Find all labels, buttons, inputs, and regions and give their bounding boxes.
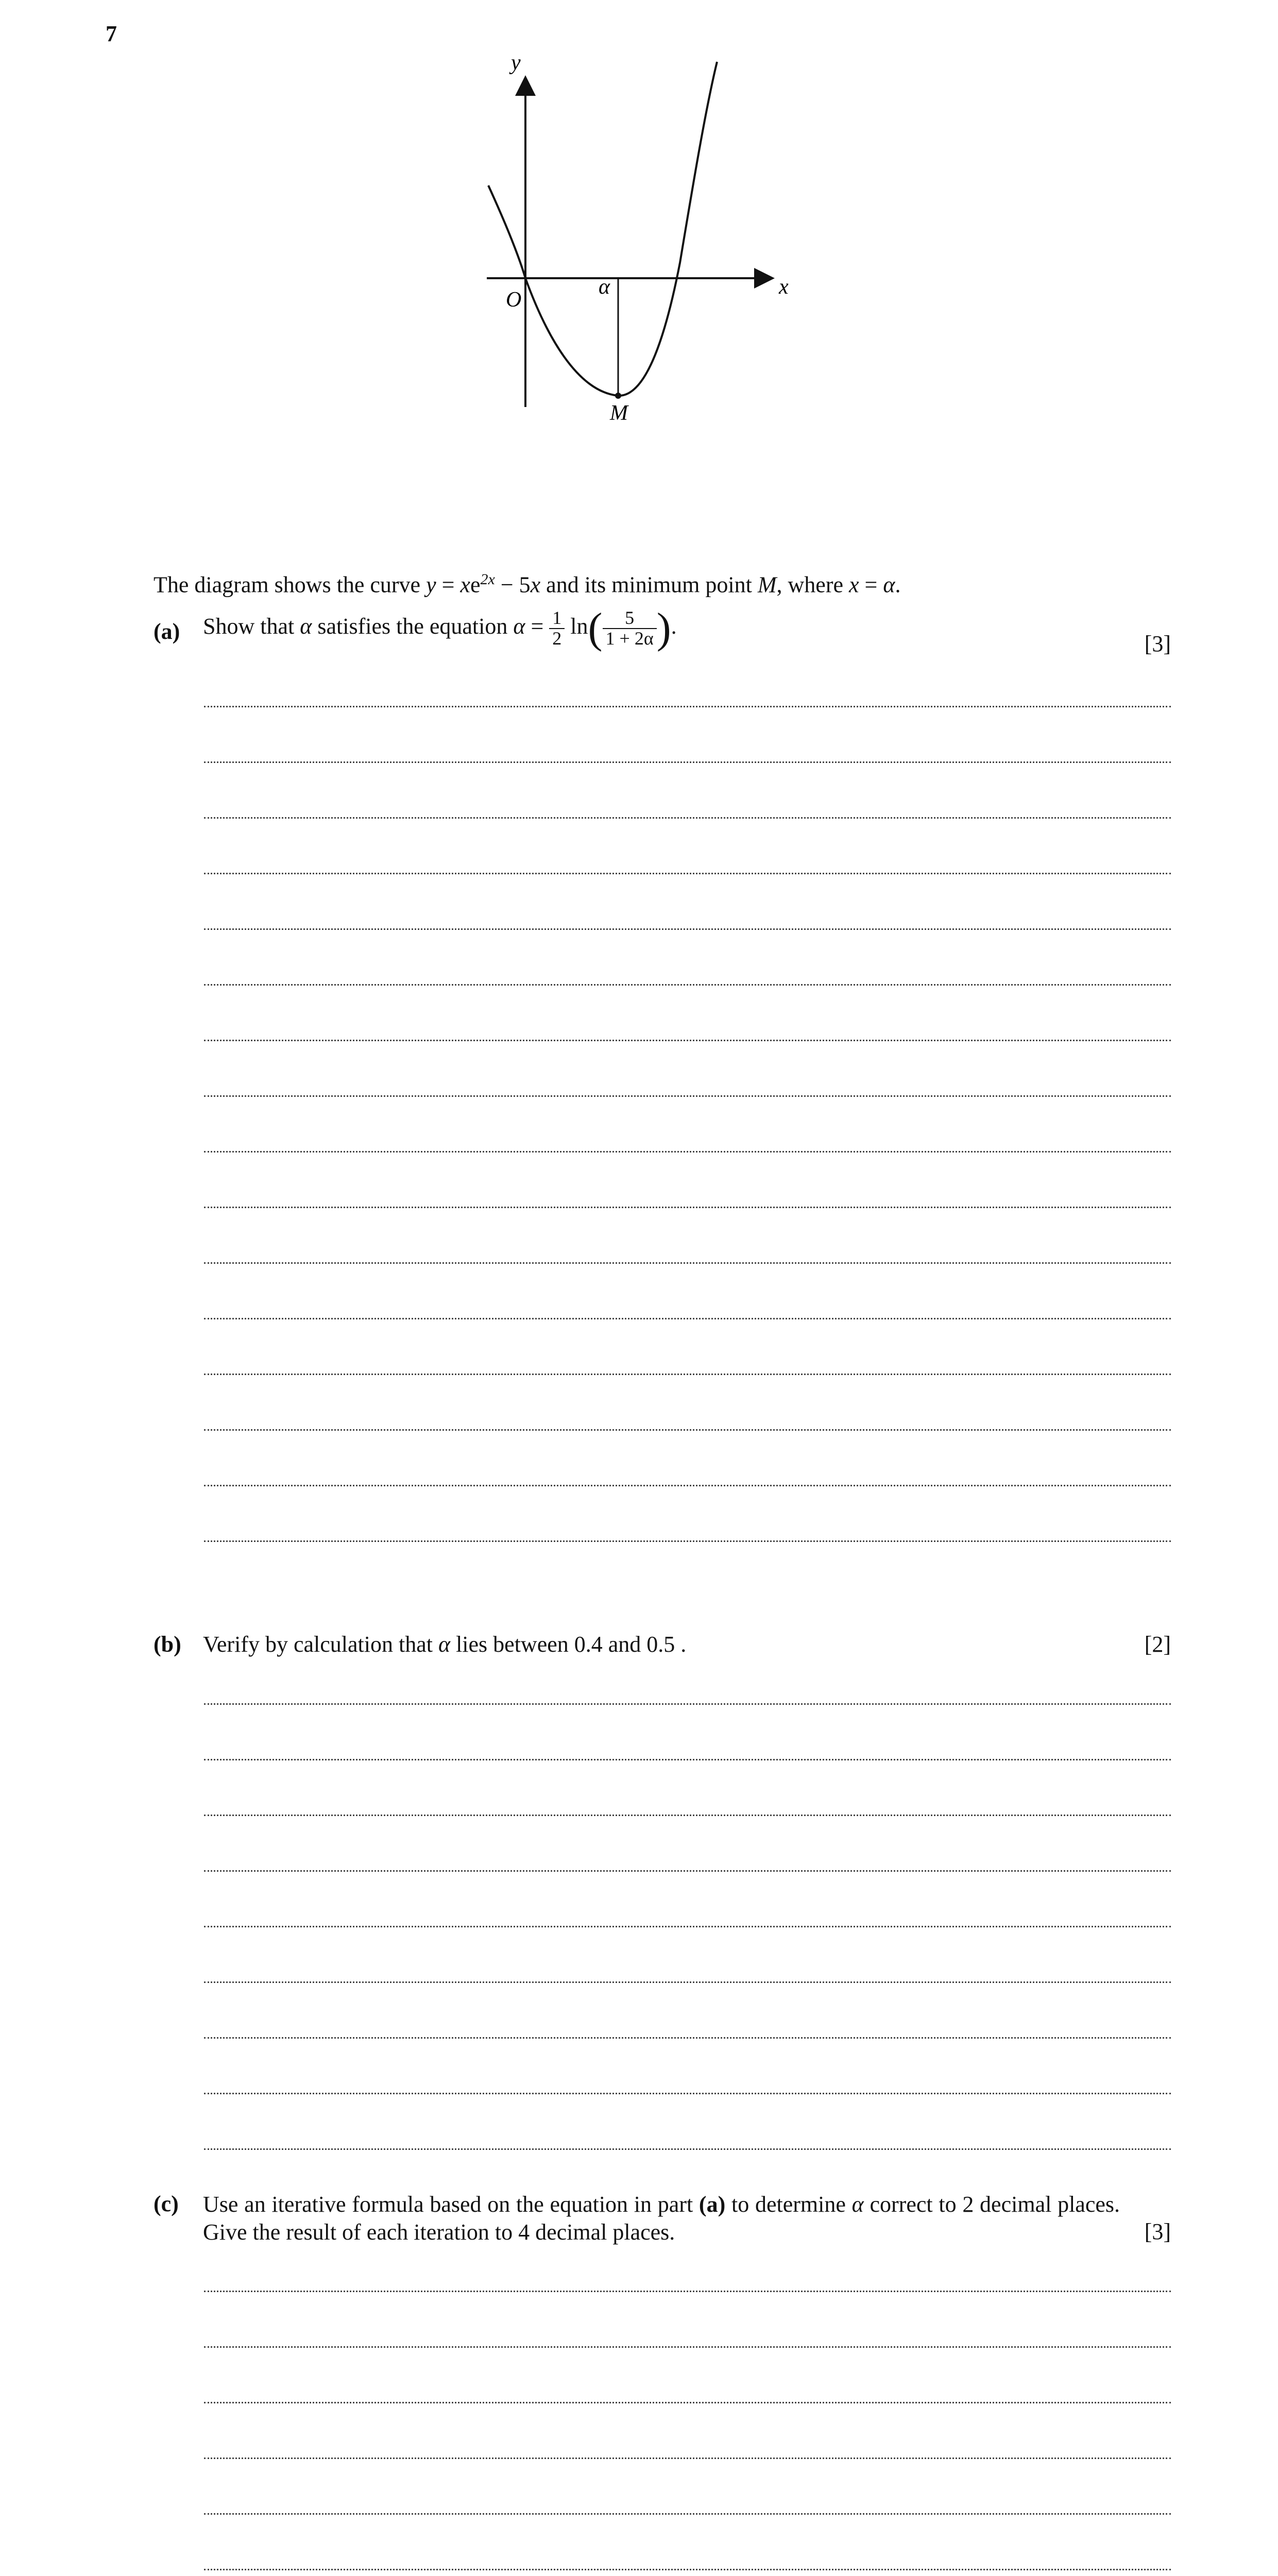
curve-diagram <box>464 46 824 438</box>
answer-line[interactable] <box>204 2037 1171 2039</box>
answer-line[interactable] <box>204 2148 1171 2150</box>
answer-line[interactable] <box>204 2569 1171 2570</box>
question-intro: The diagram shows the curve $y = xe^{2x} - 5x$ and its minimum point M, where x = α. <box>154 571 901 598</box>
answer-line[interactable] <box>204 873 1171 874</box>
answer-line[interactable] <box>204 2513 1171 2515</box>
answer-line[interactable] <box>204 1926 1171 1927</box>
answer-line[interactable] <box>204 2402 1171 2403</box>
answer-line[interactable] <box>204 1870 1171 1872</box>
part-a-marks: [3] <box>1144 631 1171 656</box>
answer-line[interactable] <box>204 817 1171 819</box>
y-axis-label: y <box>511 51 521 75</box>
answer-line[interactable] <box>204 1207 1171 1208</box>
part-b-marks: [2] <box>1144 1632 1171 1657</box>
part-c-marks: [3] <box>1144 2219 1171 2244</box>
answer-line[interactable] <box>204 1981 1171 1983</box>
part-b-text: Verify by calculation that α lies between 0.4 and 0.5 . <box>203 1632 687 1657</box>
answer-line[interactable] <box>204 706 1171 707</box>
answer-line[interactable] <box>204 1040 1171 1041</box>
answer-line[interactable] <box>204 1429 1171 1431</box>
answer-line[interactable] <box>204 1318 1171 1319</box>
part-c-label: (c) <box>154 2191 179 2216</box>
answer-line[interactable] <box>204 2093 1171 2094</box>
part-a-text: Show that α satisfies the equation α = $\frac{1}{2}$ ln( $\frac{5}{1 + 2\alpha}$ ). <box>203 604 677 652</box>
alpha-label: α <box>599 275 610 299</box>
part-c-text: Use an iterative formula based on the equation in part (a) to determine α correct to 2 decimal places. Give the result of each iteration to 4 decimal places. <box>203 2192 1120 2245</box>
question-number: 7 <box>106 21 117 46</box>
answer-line[interactable] <box>204 928 1171 930</box>
answer-line[interactable] <box>204 1703 1171 1705</box>
answer-line[interactable] <box>204 1540 1171 1542</box>
answer-line[interactable] <box>204 2458 1171 2459</box>
minimum-point <box>615 393 621 399</box>
answer-line[interactable] <box>204 984 1171 986</box>
origin-label: O <box>506 288 522 312</box>
answer-line[interactable] <box>204 1374 1171 1375</box>
x-axis-label: x <box>779 275 789 299</box>
curve <box>488 62 717 396</box>
min-point-label: M <box>610 401 628 425</box>
answer-line[interactable] <box>204 2291 1171 2292</box>
answer-line[interactable] <box>204 1759 1171 1760</box>
answer-line[interactable] <box>204 761 1171 763</box>
answer-line[interactable] <box>204 1095 1171 1097</box>
part-b-label: (b) <box>154 1632 181 1657</box>
answer-line[interactable] <box>204 1485 1171 1486</box>
answer-line[interactable] <box>204 1262 1171 1264</box>
answer-line[interactable] <box>204 1151 1171 1153</box>
answer-line[interactable] <box>204 1815 1171 1816</box>
answer-line[interactable] <box>204 2346 1171 2348</box>
part-a-label: (a) <box>154 619 180 644</box>
